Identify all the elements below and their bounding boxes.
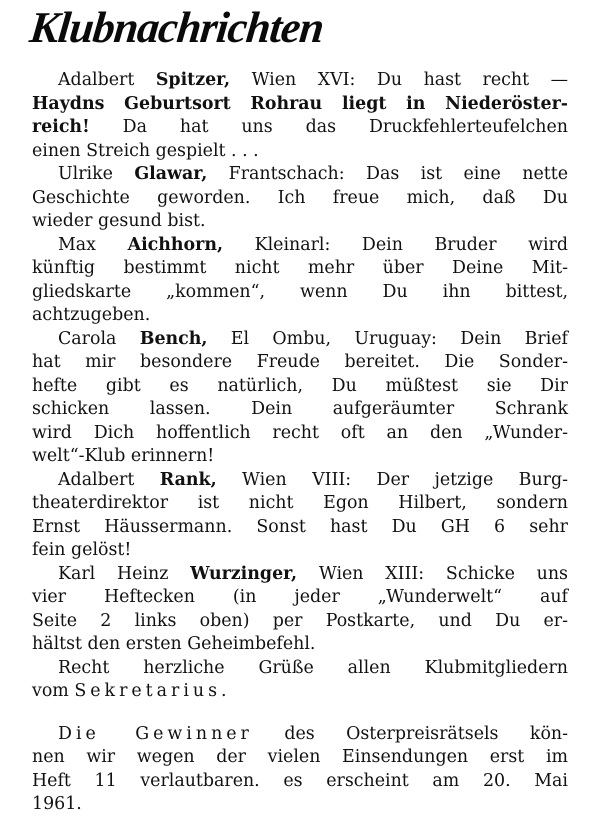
text-line xyxy=(32,163,568,187)
club-message-wurzinger xyxy=(32,563,568,657)
message-text: Wien XVI: Du hast recht — xyxy=(230,70,568,90)
message-text: El Ombu, Uruguay: Dein Brief xyxy=(207,328,568,349)
message-text: Wien XIII: Schicke uns xyxy=(297,563,568,584)
message-emphasis: reich! xyxy=(32,117,90,137)
text-line xyxy=(32,116,568,140)
text-line xyxy=(32,723,568,747)
text-line xyxy=(32,469,568,493)
member-first-name: Adalbert xyxy=(58,70,156,90)
spacer xyxy=(32,704,568,723)
text-line: welt“-Klub erinnern! xyxy=(32,446,215,466)
text-line: wieder gesund bist. xyxy=(32,211,206,231)
text-line: achtzugeben. xyxy=(32,305,151,325)
text-line: theaterdirektor ist nicht Egon Hilbert, sondern xyxy=(32,493,568,513)
club-message-bench xyxy=(32,328,568,469)
text-line xyxy=(32,328,568,352)
member-first-name: Karl Heinz xyxy=(58,563,191,584)
page-title: Klubnachrichten xyxy=(27,3,326,52)
text-line: hat mir besondere Freude bereitet. Die Sonder- xyxy=(32,352,568,372)
text-line xyxy=(32,69,568,93)
notice-emphasis: Die Gewinner xyxy=(58,723,253,744)
message-emphasis: Haydns Geburtsort Rohrau liegt in Niederöster- xyxy=(32,93,568,114)
member-first-name: Ulrike xyxy=(58,164,135,184)
text-line: künftig bestimmt nicht mehr über Deine Mit- xyxy=(32,258,568,278)
text-line: Heft 11 verlautbaren. es erscheint am 20. Mai xyxy=(32,770,568,791)
text-line: fein gelöst! xyxy=(32,540,132,560)
message-text: Frantschach: Das ist eine nette xyxy=(207,164,568,184)
text-line: hältst den ersten Geheimbefehl. xyxy=(32,634,316,654)
text-line xyxy=(32,234,568,258)
closing-greeting xyxy=(32,657,568,704)
club-message-glawar xyxy=(32,163,568,234)
notice-text: des Osterpreisrätsels kön- xyxy=(252,723,568,744)
text-line: Seite 2 links oben) per Postkarte, und Du er- xyxy=(32,610,568,631)
text-line xyxy=(32,93,568,117)
message-text: Kleinarl: Dein Bruder wird xyxy=(223,234,568,255)
text-line xyxy=(32,563,568,587)
member-first-name: Carola xyxy=(58,328,140,349)
member-surname: Glawar, xyxy=(134,164,208,184)
club-message-rank xyxy=(32,469,568,563)
club-message-spitzer xyxy=(32,69,568,163)
text-line: gliedskarte „kommen“, wenn Du ihn bittest, xyxy=(32,281,568,302)
member-surname: Spitzer, xyxy=(155,70,231,90)
text-line: einen Streich gespielt . . . xyxy=(32,140,259,161)
club-message-aichhorn xyxy=(32,234,568,328)
contest-notice xyxy=(32,723,568,817)
text-line: Recht herzliche Grüße allen Klubmitgliedern xyxy=(58,657,568,678)
signature-secretary: Sekretarius. xyxy=(74,681,231,701)
text-line: hefte gibt es natürlich, Du müßtest sie Dir xyxy=(32,375,568,396)
member-surname: Rank, xyxy=(159,469,217,490)
article-body xyxy=(32,69,568,817)
text-line xyxy=(32,680,568,704)
text-line: 1961. xyxy=(32,794,82,814)
member-surname: Bench, xyxy=(139,328,208,349)
closing-text: vom xyxy=(32,681,75,701)
member-first-name: Adalbert xyxy=(58,469,160,490)
text-line: Ernst Häussermann. Sonst hast Du GH 6 sehr xyxy=(32,516,568,537)
member-surname: Aichhorn, xyxy=(127,234,224,255)
message-text: Wien VIII: Der jetzige Burg- xyxy=(216,469,568,490)
text-line: nen wir wegen der vielen Einsendungen erst im xyxy=(32,747,568,767)
text-line: vier Heftecken (in jeder „Wunderwelt“ auf xyxy=(32,587,568,607)
member-first-name: Max xyxy=(58,234,128,255)
text-line: Geschichte geworden. Ich freue mich, daß Du xyxy=(32,187,568,208)
member-surname: Wurzinger, xyxy=(190,563,298,584)
text-line: schicken lassen. Dein aufgeräumter Schrank xyxy=(32,399,568,419)
message-text: Da hat uns das Druckfehlerteufelchen xyxy=(89,117,568,137)
text-line: wird Dich hoffentlich recht oft an den „Wunder- xyxy=(32,422,568,443)
